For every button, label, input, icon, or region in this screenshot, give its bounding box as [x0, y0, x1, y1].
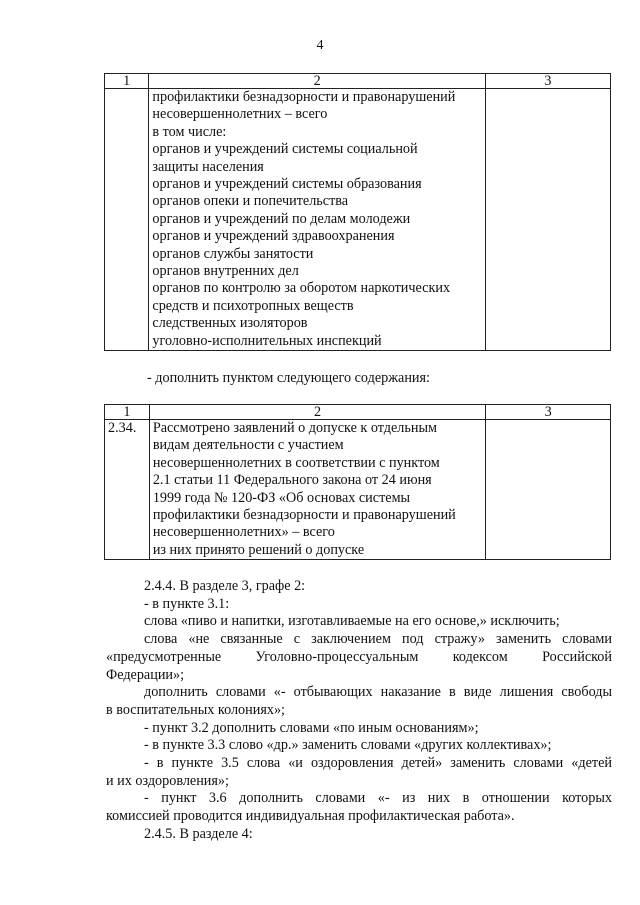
- line: органов и учреждений по делам молодежи: [152, 210, 411, 227]
- cell-number: 2.34.: [105, 420, 150, 560]
- line: органов внутренних дел: [152, 263, 299, 280]
- cell-description: [149, 89, 486, 351]
- line: средств и психотропных веществ: [152, 297, 354, 314]
- intro-text: - дополнить пунктом следующего содержания:: [147, 370, 430, 386]
- table-header-row: [105, 74, 611, 89]
- paragraph: комиссией проводится индивидуальная профилактическая работа».: [106, 808, 515, 825]
- line: уголовно-исполнительных инспекций: [152, 332, 382, 349]
- line: видам деятельности с участием: [152, 437, 344, 454]
- paragraph: и их оздоровления»;: [106, 772, 229, 789]
- line: в том числе:: [152, 123, 227, 140]
- table-new-item: [104, 404, 611, 560]
- cell-value: [486, 420, 611, 560]
- paragraph: «предусмотренные Уголовно-процессуальным кодексом Российской: [106, 648, 612, 665]
- line: органов опеки и попечительства: [152, 193, 349, 210]
- header-col-1: 1: [105, 74, 149, 89]
- cell-number: [105, 89, 149, 351]
- line: Рассмотрено заявлений о допуске к отдельным: [152, 420, 437, 436]
- paragraph: дополнить словами «- отбывающих наказание в виде лишения свободы: [144, 684, 612, 701]
- paragraph: слова «не связанные с заключением под стражу» заменить словами: [144, 631, 612, 648]
- paragraph: - пункт 3.2 дополнить словами «по иным основаниям»;: [144, 719, 479, 736]
- amendments-text: [106, 578, 612, 844]
- header-col-2: 2: [149, 405, 485, 420]
- line: из них принято решений о допуске: [152, 541, 365, 558]
- paragraph: - пункт 3.6 дополнить словами «- из них в отношении которых: [144, 790, 612, 807]
- line: 1999 года № 120-ФЗ «Об основах системы: [152, 489, 411, 506]
- paragraph: 2.4.5. В разделе 4:: [144, 825, 253, 842]
- line: органов и учреждений системы образования: [152, 176, 422, 193]
- line: несовершеннолетних в соответствии с пунктом: [152, 454, 440, 471]
- paragraph: - в пункте 3.5 слова «и оздоровления детей» заменить словами «детей: [144, 755, 612, 772]
- paragraph: 2.4.4. В разделе 3, графе 2:: [144, 578, 306, 594]
- table-continuation: [104, 73, 611, 351]
- paragraph: - в пункте 3.1:: [144, 595, 230, 612]
- header-col-3: 3: [485, 74, 610, 89]
- table-row: [105, 89, 611, 351]
- line: органов и учреждений системы социальной: [152, 141, 418, 158]
- page-number: 4: [316, 38, 324, 53]
- paragraph: - в пункте 3.3 слово «др.» заменить словами «других коллективах»;: [144, 737, 552, 754]
- paragraph: в воспитательных колониях»;: [106, 701, 285, 718]
- line: несовершеннолетних – всего: [152, 106, 328, 123]
- cell-value: [485, 89, 610, 351]
- line: органов по контролю за оборотом наркотических: [152, 280, 451, 297]
- line: органов и учреждений здравоохранения: [152, 228, 395, 245]
- table-row: [105, 420, 611, 560]
- header-col-2: 2: [149, 74, 486, 89]
- line: профилактики безнадзорности и правонарушений: [152, 89, 456, 105]
- cell-description: [149, 420, 485, 560]
- line: профилактики безнадзорности и правонарушений: [152, 507, 456, 524]
- paragraph: слова «пиво и напитки, изготавливаемые на его основе,» исключить;: [144, 613, 560, 630]
- table-header-row: [105, 405, 611, 420]
- line: органов службы занятости: [152, 245, 314, 262]
- line: защиты населения: [152, 158, 264, 175]
- header-col-3: 3: [486, 405, 611, 420]
- line: несовершеннолетних» – всего: [152, 524, 335, 541]
- line: следственных изоляторов: [152, 315, 308, 332]
- header-col-1: 1: [105, 405, 150, 420]
- paragraph: Федерации»;: [106, 666, 185, 683]
- line: 2.1 статьи 11 Федерального закона от 24 июня: [152, 472, 432, 489]
